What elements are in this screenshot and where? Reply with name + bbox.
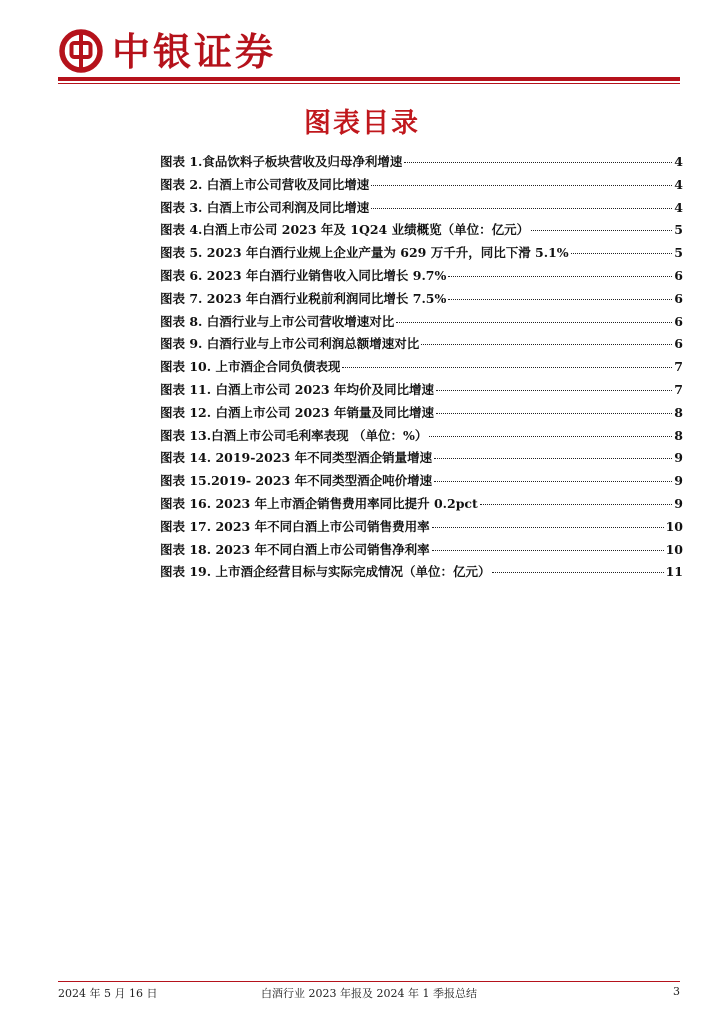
toc-entry[interactable] [160,152,683,175]
toc-entry[interactable] [160,562,683,585]
toc-entry-page: 10 [665,541,683,557]
toc-entry-label: 图表 19. 上市酒企经营目标与实际完成情况（单位：亿元） [160,564,491,580]
toc-dot-leader [436,390,672,391]
header-rule-thin [58,83,680,84]
toc-entry-page: 5 [674,245,683,261]
footer-date: 2024 年 5 月 16 日 [58,987,158,1000]
toc-entry-label: 图表 4.白酒上市公司 2023 年及 1Q24 业绩概览（单位：亿元） [160,222,530,238]
page-header [58,28,680,84]
toc-dot-leader [436,413,672,414]
toc-entry-page: 9 [674,473,683,489]
toc-entry-label: 图表 2. 白酒上市公司营收及同比增速 [160,176,370,192]
toc-entry-label: 图表 8. 白酒行业与上市公司营收增速对比 [160,313,395,329]
toc-dot-leader [492,572,663,573]
toc-entry-page: 9 [674,495,683,511]
header-rule [58,77,680,81]
toc-dot-leader [371,208,672,209]
toc-dot-leader [571,253,673,254]
toc-dot-leader [404,162,672,163]
toc-entry-label: 图表 9. 白酒行业与上市公司利润总额增速对比 [160,336,420,352]
toc-dot-leader [448,276,672,277]
toc-entry[interactable] [160,380,683,403]
toc-entry-label: 图表 17. 2023 年不同白酒上市公司销售费用率 [160,518,430,534]
toc-entry-label: 图表 18. 2023 年不同白酒上市公司销售净利率 [160,541,430,557]
toc-entry[interactable] [160,334,683,357]
toc-list [160,152,683,585]
toc-dot-leader [371,185,672,186]
toc-entry[interactable] [160,266,683,289]
toc-entry-page: 8 [674,404,683,420]
toc-entry-label: 图表 16. 2023 年上市酒企销售费用率同比提升 0.2pct [160,495,478,511]
toc-entry[interactable] [160,175,683,198]
toc-entry-page: 8 [674,427,683,443]
footer-page-number: 3 [673,985,680,998]
toc-entry-page: 6 [674,313,683,329]
toc-dot-leader [421,344,672,345]
toc-entry[interactable] [160,289,683,312]
footer-report-title: 白酒行业 2023 年报及 2024 年 1 季报总结 [261,987,477,1000]
toc-dot-leader [448,299,672,300]
toc-dot-leader [396,322,672,323]
toc-entry[interactable] [160,198,683,221]
toc-entry[interactable] [160,403,683,426]
toc-entry-page: 6 [674,290,683,306]
toc-dot-leader [434,481,672,482]
toc-entry-page: 11 [665,564,683,580]
toc-entry[interactable] [160,517,683,540]
toc-entry[interactable] [160,448,683,471]
toc-entry-page: 6 [674,267,683,283]
toc-entry-label: 图表 1.食品饮料子板块营收及归母净利增速 [160,154,403,169]
toc-entry-page: 7 [674,359,683,375]
toc-entry-page: 9 [674,450,683,466]
toc-dot-leader [480,504,672,505]
toc-entry-label: 图表 3. 白酒上市公司利润及同比增速 [160,199,370,215]
toc-entry-label: 图表 6. 2023 年白酒行业销售收入同比增长 9.7% [160,267,447,283]
toc-entry-label: 图表 7. 2023 年白酒行业税前利润同比增长 7.5% [160,290,447,306]
toc-dot-leader [434,458,672,459]
toc-entry[interactable] [160,471,683,494]
toc-entry-page: 4 [674,176,683,192]
page-footer [58,985,680,1001]
toc-entry-page: 10 [665,518,683,534]
toc-entry-label: 图表 10. 上市酒企合同负债表现 [160,359,341,375]
toc-title: 图表目录 [304,108,420,139]
toc-dot-leader [432,550,664,551]
toc-entry[interactable] [160,426,683,449]
toc-entry[interactable] [160,494,683,517]
toc-entry[interactable] [160,540,683,563]
bank-of-china-logo-icon [58,28,104,74]
toc-entry[interactable] [160,312,683,335]
toc-entry-label: 图表 14. 2019-2023 年不同类型酒企销量增速 [160,450,433,466]
toc-dot-leader [429,436,672,437]
toc-entry-page: 6 [674,336,683,352]
toc-entry-label: 图表 5. 2023 年白酒行业规上企业产量为 629 万千升，同比下滑 5.1% [160,245,569,261]
brand-name: 中银证券 [112,30,277,74]
toc-dot-leader [342,367,672,368]
footer-rule [58,981,680,982]
toc-entry-label: 图表 15.2019- 2023 年不同类型酒企吨价增速 [160,473,433,489]
toc-entry-label: 图表 11. 白酒上市公司 2023 年均价及同比增速 [160,381,434,397]
toc-entry-page: 5 [674,222,683,238]
toc-entry[interactable] [160,357,683,380]
toc-entry-page: 4 [674,199,683,215]
toc-dot-leader [432,527,664,528]
toc-entry-label: 图表 12. 白酒上市公司 2023 年销量及同比增速 [160,404,434,420]
toc-entry-page: 4 [674,154,683,169]
toc-entry-label: 图表 13.白酒上市公司毛利率表现 （单位：%） [160,427,428,443]
toc-entry-page: 7 [674,381,683,397]
toc-entry[interactable] [160,220,683,243]
toc-entry[interactable] [160,243,683,266]
toc-dot-leader [531,230,672,231]
